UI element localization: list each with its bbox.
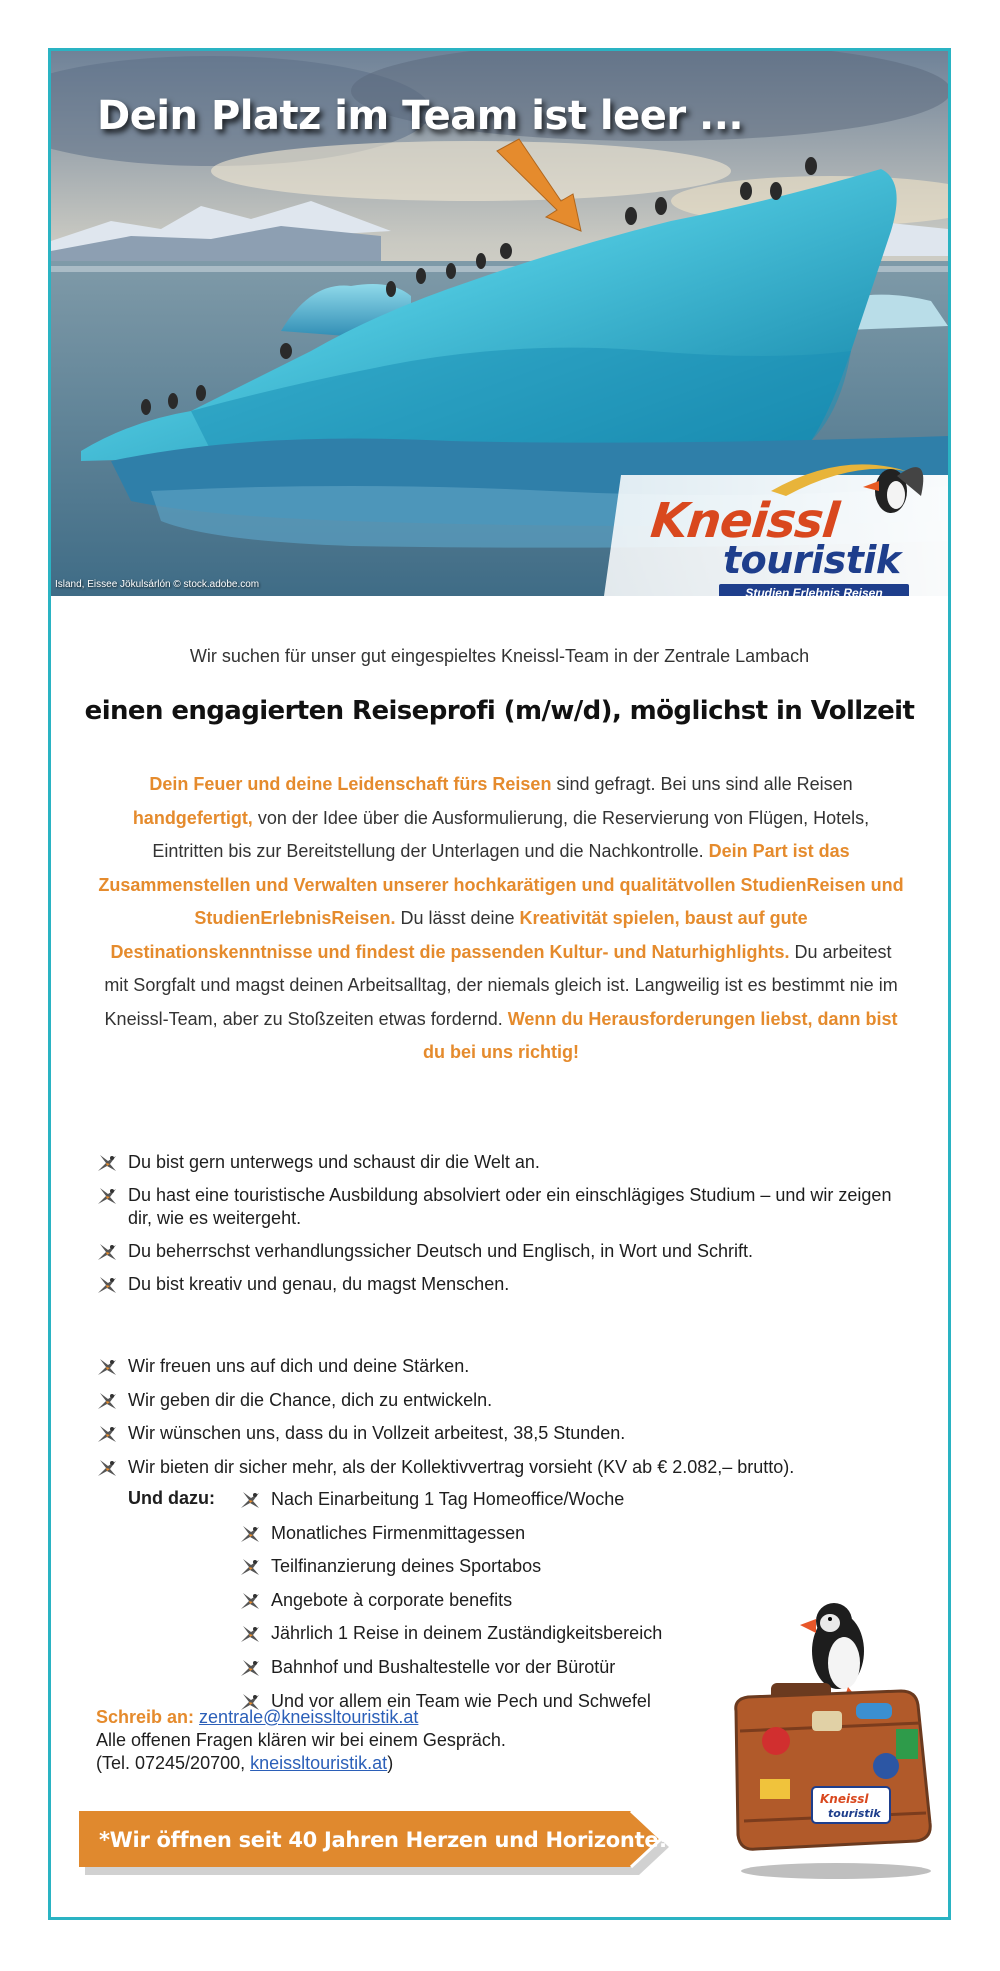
puffin-bird-icon <box>239 1591 261 1611</box>
list-item-text: Wir geben dir die Chance, dich zu entwickeln. <box>128 1389 493 1410</box>
contact-line-phone <box>96 1752 506 1775</box>
list-item <box>96 1355 916 1378</box>
job-description <box>96 768 906 1070</box>
desc-segment: von der Idee über die Ausformulierung, die Reservierung von Flügen, Hotels, Eintritten bis zur Bereitstellung der Unterlagen und die Nachkontrolle. <box>152 807 870 861</box>
contact-block <box>96 1706 506 1775</box>
desc-segment: Dein Part ist das Zusammenstellen und Verwalten unserer hochkarätigen und qualitätvollen StudienReisen und StudienErlebnisReisen. <box>98 841 904 928</box>
puffin-bird-icon <box>96 1424 118 1444</box>
list-item <box>239 1656 739 1679</box>
puffin-bird-icon <box>96 1242 118 1262</box>
extras-label: Und dazu: <box>128 1488 215 1508</box>
puffin-bird-icon <box>239 1658 261 1678</box>
extras-list <box>239 1488 739 1723</box>
logo-tagline: Studien Erlebnis Reisen <box>719 584 909 596</box>
intro-text: Wir suchen für unser gut eingespieltes Kneissl-Team in der Zentrale Lambach <box>189 646 810 666</box>
list-item <box>96 1389 916 1412</box>
logo-word-kneissl: Kneissl <box>648 493 841 549</box>
list-item <box>96 1422 916 1445</box>
contact-line-email <box>96 1706 506 1729</box>
list-item <box>96 1240 916 1263</box>
list-item <box>239 1555 739 1578</box>
hero-image <box>51 51 948 596</box>
desc-segment: Kreativität spielen, baust auf gute Destinationskenntnisse und findest die passenden Kultur- und Naturhighlights. <box>110 908 808 962</box>
ad-frame <box>48 48 951 1920</box>
list-item-text: Du bist kreativ und genau, du magst Menschen. <box>128 1274 510 1294</box>
list-item <box>239 1622 739 1645</box>
list-item-text: Angebote à corporate benefits <box>271 1589 513 1610</box>
list-item-text: Und vor allem ein Team wie Pech und Schwefel <box>271 1690 651 1711</box>
suitcase-puffin-illustration <box>716 1591 946 1881</box>
logo-word-touristik: touristik <box>723 538 901 582</box>
list-item <box>96 1273 916 1296</box>
list-item-text: Du beherrschst verhandlungssicher Deutsch und Englisch, in Wort und Schrift. <box>128 1241 753 1261</box>
desc-segment: handgefertigt, <box>132 807 253 828</box>
list-item <box>239 1589 739 1612</box>
contact-line-questions: Alle offenen Fragen klären wir bei einem Gespräch. <box>96 1730 506 1750</box>
phone-suffix: ) <box>387 1753 394 1773</box>
puffin-bird-icon <box>96 1391 118 1411</box>
list-item-text: Teilfinanzierung deines Sportabos <box>271 1556 542 1577</box>
list-item <box>239 1488 739 1511</box>
email-link[interactable]: zentrale@kneissltouristik.at <box>199 1707 419 1727</box>
list-item-text: Du bist gern unterwegs und schaust dir die Welt an. <box>128 1152 540 1172</box>
desc-segment: Du arbeitest mit Sorgfalt und magst deinen Arbeitsalltag, der niemals gleich ist. Langweilig ist es bestimmt nie im Kneissl-Team, aber zu Stoßzeiten etwas fordernd. <box>104 941 898 1029</box>
photo-credit: Island, Eissee Jökulsárlón © stock.adobe.com <box>55 579 260 590</box>
website-link[interactable]: kneissltouristik.at <box>250 1753 388 1773</box>
list-item <box>96 1456 916 1479</box>
list-item <box>239 1522 739 1545</box>
slogan-text: *Wir öffnen seit 40 Jahren Herzen und Horizonte!* <box>99 1828 679 1852</box>
list-item-text: Wir bieten dir sicher mehr, als der Kollektivvertrag vorsieht (KV ab € 2.082,– brutto). <box>128 1456 795 1477</box>
puffin-bird-icon <box>239 1490 261 1510</box>
list-item-text: Du hast eine touristische Ausbildung absolviert oder ein einschlägiges Studium – und wir zeigen dir, wie es weitergeht. <box>128 1185 892 1228</box>
job-title: einen engagierten Reiseprofi (m/w/d), möglichst in Vollzeit <box>84 696 915 726</box>
contact-label: Schreib an: <box>96 1707 195 1727</box>
requirements-list <box>96 1151 916 1306</box>
suitcase-logo-kneissl: Kneissl <box>820 1792 869 1806</box>
list-item-text: Wir freuen uns auf dich und deine Stärken. <box>128 1356 470 1376</box>
headline: Dein Platz im Team ist leer ... <box>97 93 744 139</box>
desc-segment: sind gefragt. Bei uns sind alle Reisen <box>551 774 853 794</box>
puffin-bird-icon <box>239 1557 261 1577</box>
list-item-text: Monatliches Firmenmittagessen <box>271 1522 526 1543</box>
puffin-bird-icon <box>239 1624 261 1644</box>
puffin-bird-icon <box>96 1458 118 1478</box>
list-item-text: Wir wünschen uns, dass du in Vollzeit arbeitest, 38,5 Stunden. <box>128 1423 626 1443</box>
list-item-text: Jährlich 1 Reise in deinem Zuständigkeitsbereich <box>271 1623 663 1644</box>
desc-segment: Du lässt deine <box>395 908 520 928</box>
puffin-bird-icon <box>96 1357 118 1377</box>
puffin-bird-icon <box>96 1153 118 1173</box>
list-item-text: Nach Einarbeitung 1 Tag Homeoffice/Woche <box>271 1489 625 1509</box>
desc-segment: Dein Feuer und deine Leidenschaft fürs Reisen <box>149 774 552 794</box>
desc-segment: Wenn du Herausforderungen liebst, dann bist du bei uns richtig! <box>423 1008 898 1062</box>
phone-text: (Tel. 07245/20700, <box>96 1753 251 1773</box>
list-item <box>96 1184 916 1230</box>
puffin-bird-icon <box>239 1524 261 1544</box>
puffin-bird-icon <box>96 1186 118 1206</box>
suitcase-logo-touristik: touristik <box>828 1807 881 1820</box>
puffin-bird-icon <box>96 1275 118 1295</box>
offers-list <box>96 1355 916 1489</box>
list-item <box>96 1151 916 1174</box>
list-item-text: Bahnhof und Bushaltestelle vor der Bürotür <box>271 1656 616 1677</box>
